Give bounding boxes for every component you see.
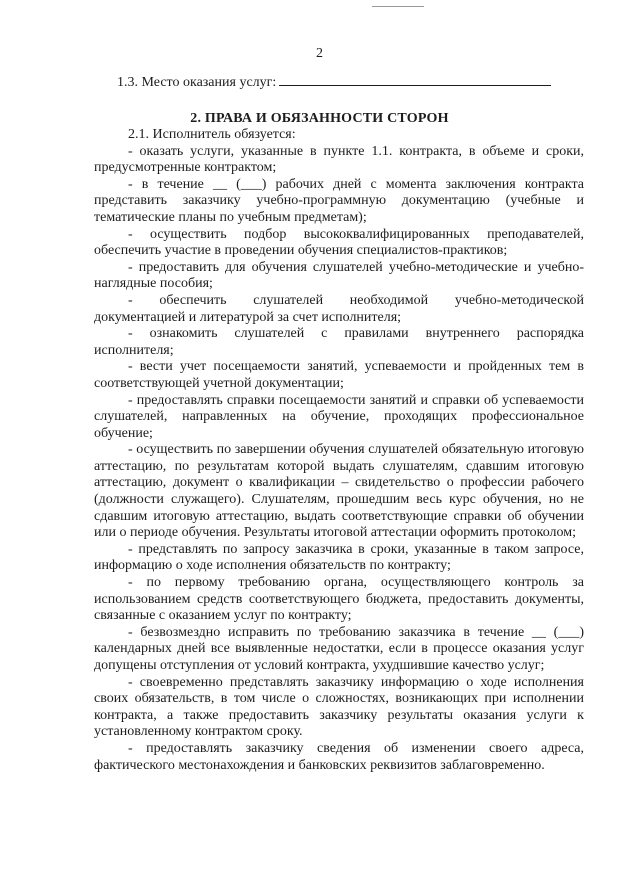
obligation-item: - обеспечить слушателей необходимой учебно-методической документацией и литературой за счет исполнителя;: [94, 292, 584, 325]
place-of-service-blank: [279, 72, 551, 86]
obligations-body: [94, 127, 584, 774]
section-heading: 2. ПРАВА И ОБЯЗАННОСТИ СТОРОН: [190, 111, 449, 126]
obligation-item: - вести учет посещаемости занятий, успеваемости и пройденных тем в соответствующей учетной документации;: [94, 359, 584, 391]
obligation-item: - оказать услуги, указанные в пункте 1.1. контракта, в объеме и сроки, предусмотренные контрактом;: [94, 143, 584, 176]
obligation-item: - безвозмездно исправить по требованию заказчика в течение __ (___) календарных дней все выявленные недостатки, если в процессе оказания услуг допущены отступления от условий контракта, ухудшившие качество услуг;: [94, 624, 584, 673]
place-of-service-label: 1.3. Место оказания услуг:: [117, 75, 277, 90]
scan-artifact-line: [372, 6, 424, 7]
obligation-item: - предоставить для обучения слушателей учебно-методические и учебно-наглядные пособия;: [94, 259, 584, 292]
page-number: 2: [316, 46, 323, 61]
obligation-item: - ознакомить слушателей с правилами внутреннего распорядка исполнителя;: [94, 326, 584, 358]
obligation-item: - осуществить по завершении обучения слушателей обязательную итоговую аттестацию, по результатам которой выдать слушателям, сдавшим итоговую аттестацию, документ о квалификации – свидетельство о профессии рабочего (должности служащего). Слушателям, прошедшим весь курс обучения, но не сдавшим итоговую аттестацию, выдать соответствующие справки об обучении или о периоде обучения. Результаты итоговой аттестации оформить протоколом;: [94, 442, 584, 541]
obligation-item: - в течение __ (___) рабочих дней с момента заключения контракта представить заказчику учебно-программную документацию (учебные и тематические планы по учебным предметам);: [94, 176, 584, 225]
place-of-service-line: [117, 72, 587, 92]
obligation-item: - осуществить подбор высококвалифицированных преподавателей, обеспечить участие в проведении обучения специалистов-практиков;: [94, 226, 584, 259]
obligation-item: - предоставлять заказчику сведения об изменении своего адреса, фактического местонахождения и банковских реквизитов заблаговременно.: [94, 740, 584, 773]
obligation-item: - по первому требованию органа, осуществляющего контроль за использованием средств соответствующего бюджета, предоставить документы, связанные с оказанием услуг по контракту;: [94, 575, 584, 624]
obligation-item: - представлять по запросу заказчика в сроки, указанные в таком запросе, информацию о ходе исполнения обязательств по контракту;: [94, 541, 584, 574]
subsection-heading: 2.1. Исполнитель обязуется:: [128, 127, 296, 142]
obligation-item: - своевременно представлять заказчику информацию о ходе исполнения своих обязательств, в том числе о сложностях, возникающих при исполнении контракта, а также предоставить заказчику результаты оказания услуги к установленному контрактом сроку.: [94, 674, 584, 740]
obligation-item: - предоставлять справки посещаемости занятий и справки об успеваемости слушателей, направленных на обучение, проходящих профессиональное обучение;: [94, 392, 584, 441]
